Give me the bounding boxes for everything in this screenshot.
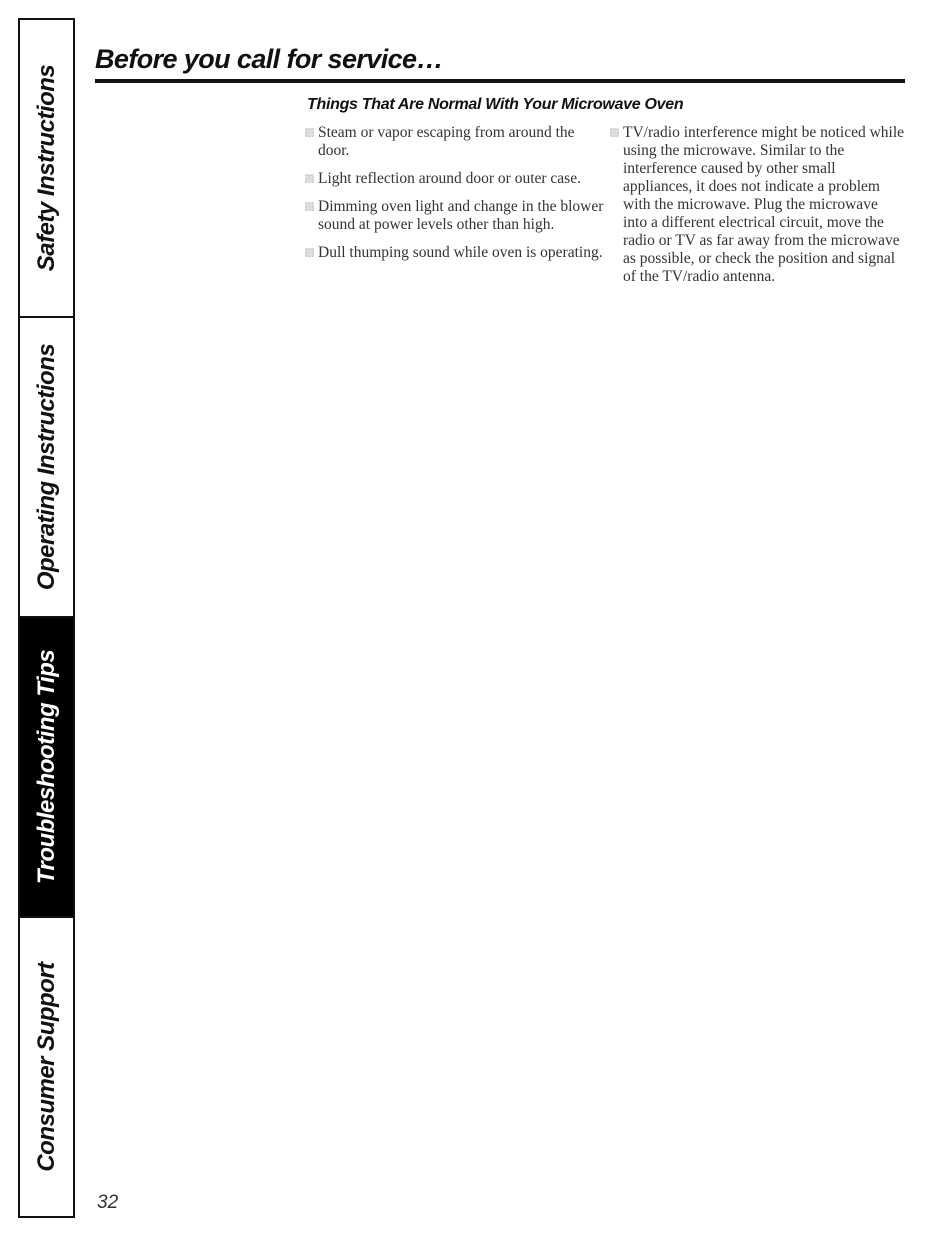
bullet-icon <box>305 248 314 257</box>
list-item <box>305 124 605 160</box>
tab-operating-instructions[interactable] <box>20 318 73 618</box>
bullet-icon <box>305 202 314 211</box>
list-item-text: Dull thumping sound while oven is operating. <box>318 244 603 261</box>
tab-label: Troubleshooting Tips <box>32 649 60 885</box>
list-item-text: Dimming oven light and change in the blower sound at power levels other than high. <box>318 198 604 233</box>
list-item <box>305 244 605 262</box>
list-item-text: TV/radio interference might be noticed while using the microwave. Similar to the interference caused by other small appliances, it does not indicate a problem with the microwave. Plug the microwave into a different electrical circuit, move the radio or TV as far away from the microwave as possible, or check the position and signal of the TV/radio antenna. <box>623 124 905 285</box>
tab-troubleshooting-tips[interactable] <box>20 618 73 918</box>
tab-safety-instructions[interactable] <box>20 20 73 318</box>
section-sidebar <box>18 18 75 1218</box>
list-item <box>305 198 605 234</box>
list-item-text: Steam or vapor escaping from around the door. <box>318 124 575 159</box>
bullet-icon <box>305 128 314 137</box>
tab-consumer-support[interactable] <box>20 918 73 1216</box>
tab-label: Safety Instructions <box>32 64 60 272</box>
title-divider <box>95 79 905 83</box>
bullet-icon <box>305 174 314 183</box>
bullet-icon <box>610 128 619 137</box>
list-item <box>610 124 905 286</box>
normal-conditions-list-right <box>610 124 905 296</box>
tab-label: Consumer Support <box>32 962 60 1172</box>
page-number: 32 <box>97 1192 119 1213</box>
tab-label: Operating Instructions <box>32 343 60 591</box>
normal-conditions-list-left <box>305 124 605 272</box>
section-heading: Things That Are Normal With Your Microwave Oven <box>307 96 684 113</box>
page-title: Before you call for service… <box>95 44 443 74</box>
list-item-text: Light reflection around door or outer case. <box>318 170 581 187</box>
list-item <box>305 170 605 188</box>
